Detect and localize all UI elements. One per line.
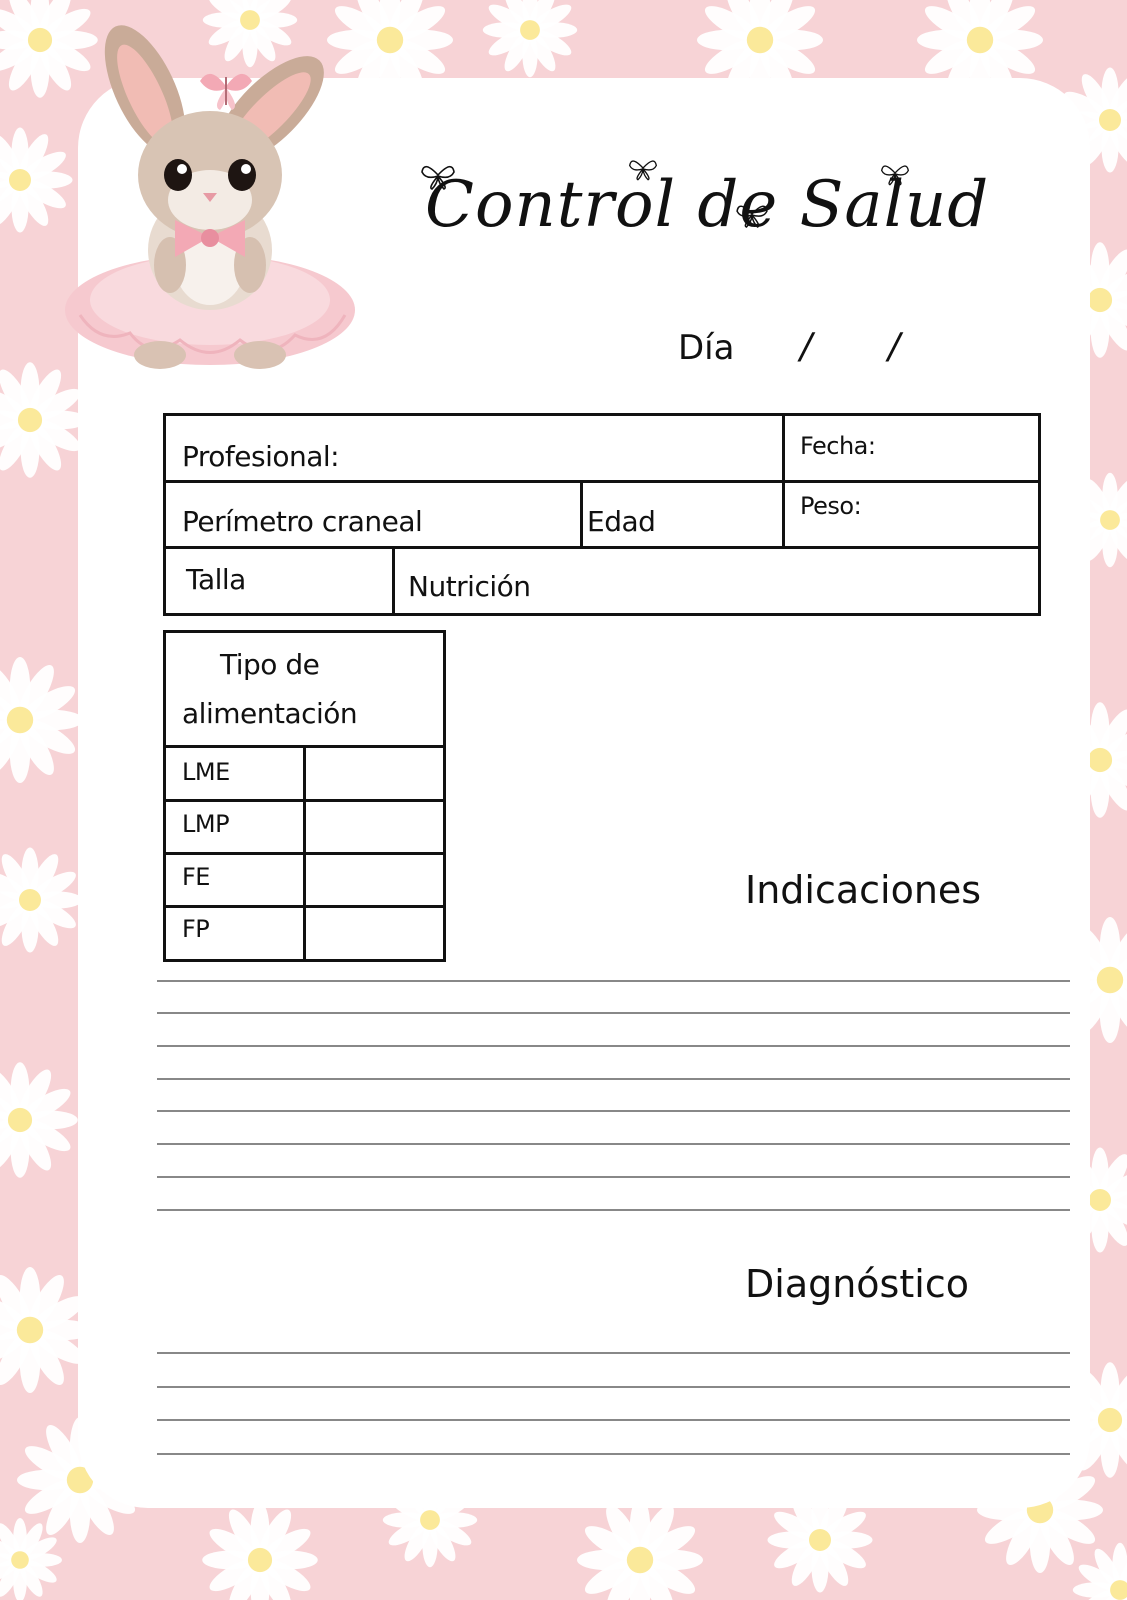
feeding-header: alimentación (182, 697, 358, 730)
writing-line[interactable] (157, 980, 1070, 982)
table-divider (782, 413, 785, 548)
writing-line[interactable] (157, 1176, 1070, 1178)
date-separator: / (888, 326, 901, 367)
feeding-row-label: FE (182, 863, 210, 891)
daisy-flower (0, 1062, 78, 1178)
daisy-flower (0, 848, 83, 953)
daisy-flower (0, 362, 88, 478)
perimetro-craneal-field[interactable]: Perímetro craneal (182, 505, 423, 538)
writing-line[interactable] (157, 1209, 1070, 1211)
date-separator: / (800, 326, 813, 367)
daisy-flower (1073, 1543, 1127, 1600)
fecha-field[interactable]: Fecha: (800, 432, 876, 460)
writing-line[interactable] (157, 1012, 1070, 1014)
butterfly-icon (735, 200, 769, 228)
daisy-flower (483, 0, 578, 77)
diagnostico-heading: Diagnóstico (745, 1262, 969, 1306)
peso-field[interactable]: Peso: (800, 492, 862, 520)
feeding-value-cell[interactable] (306, 855, 443, 905)
table-divider (163, 480, 1041, 483)
feeding-row-label: LME (182, 758, 230, 786)
writing-line[interactable] (157, 1110, 1070, 1112)
feeding-header: Tipo de (220, 648, 320, 681)
butterfly-icon (420, 160, 456, 190)
table-divider (163, 546, 1041, 549)
table-divider (392, 547, 395, 616)
writing-line[interactable] (157, 1419, 1070, 1421)
profesional-field[interactable]: Profesional: (182, 440, 340, 473)
feeding-row-label: LMP (182, 810, 230, 838)
edad-field[interactable]: Edad (587, 505, 656, 538)
writing-line[interactable] (157, 1143, 1070, 1145)
feeding-value-cell[interactable] (306, 908, 443, 959)
writing-line[interactable] (157, 1045, 1070, 1047)
daisy-flower (0, 657, 83, 783)
bunny-illustration (60, 15, 380, 375)
nutricion-field[interactable]: Nutrición (408, 570, 531, 603)
page-title: Control de Salud (425, 168, 990, 242)
writing-line[interactable] (157, 1453, 1070, 1455)
writing-line[interactable] (157, 1386, 1070, 1388)
talla-field[interactable]: Talla (186, 563, 246, 596)
daisy-flower (202, 1502, 318, 1600)
writing-line[interactable] (157, 1352, 1070, 1354)
feeding-value-cell[interactable] (306, 802, 443, 852)
butterfly-icon (628, 155, 658, 181)
butterfly-icon (880, 160, 910, 186)
table-divider (580, 481, 583, 548)
daisy-flower (577, 1497, 703, 1600)
writing-line[interactable] (157, 1078, 1070, 1080)
day-label: Día (678, 328, 735, 368)
feeding-row-label: FP (182, 915, 210, 943)
indicaciones-heading: Indicaciones (745, 868, 982, 912)
feeding-value-cell[interactable] (306, 748, 443, 799)
